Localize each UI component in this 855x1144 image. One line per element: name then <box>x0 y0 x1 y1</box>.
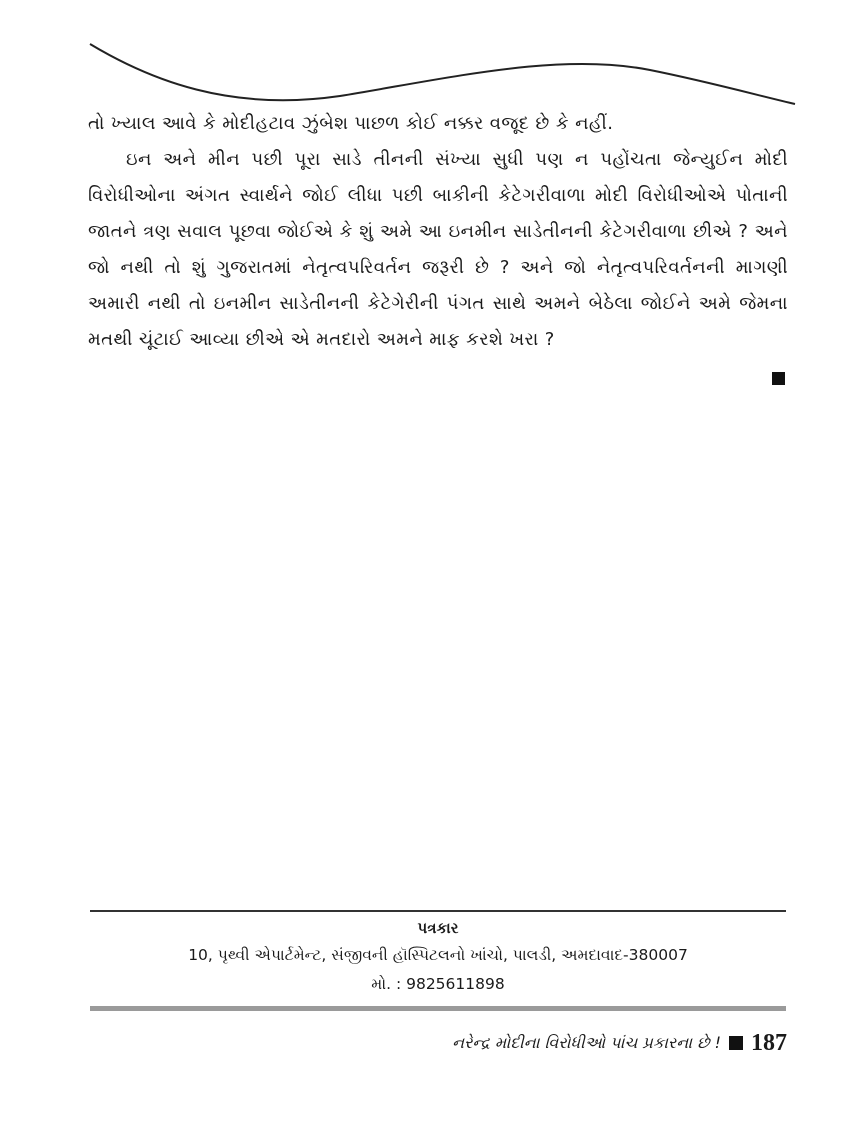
footer-bottom-rule <box>90 1006 786 1011</box>
paragraph-main: ઇન અને મીન પછી પૂરા સાડે તીનની સંખ્યા સુધી પણ ન પહોંચતા જેન્યુઈન મોદી વિરોધીઓના અંગત સ્વાર્થને જોઈ લીધા પછી બાકીની કેટેગરીવાળા મોદી વિરોધીઓએ પોતાની જાતને ત્રણ સવાલ પૂછવા જોઈએ કે શું અમે આ ઇનમીન સાડેતીનની કેટેગરીવાળા છીએ ? અને જો નથી તો શું ગુજરાતમાં નેતૃત્વપરિવર્તન જરૂરી છે ? અને જો નેતૃત્વપરિવર્તનની માગણી અમારી નથી તો ઇનમીન સાડેતીનની કેટેગેરીની પંગત સાથે અમને બેઠેલા જોઈને અમે જેમના મતથી ચૂંટાઈ આવ્યા છીએ એ મતદારો અમને માફ કરશે ખરા ? <box>88 149 788 350</box>
footer-top-rule <box>90 910 786 912</box>
running-footer-title: નરેન્દ્ર મોદીના વિરોધીઓ પાંચ પ્રકારના છે ! <box>452 1033 721 1052</box>
decorative-top-curve <box>0 0 855 120</box>
page-number: 187 <box>751 1029 787 1056</box>
author-address: 10, પૃથ્વી એપાર્ટમેન્ટ, સંજીવની હૉસ્પિટલનો ખાંચો, પાલડી, અમદાવાદ-380007 <box>188 946 688 964</box>
page-number-square-icon <box>729 1036 743 1050</box>
running-footer <box>452 1028 787 1058</box>
author-role: પત્રકાર <box>417 919 459 937</box>
author-phone: મો. : 9825611898 <box>371 975 505 993</box>
article-body <box>88 106 788 358</box>
article-end-square-icon <box>772 372 785 385</box>
author-info <box>90 914 786 998</box>
paragraph-continuation: તો ખ્યાલ આવે કે મોદીહટાવ ઝુંબેશ પાછળ કોઈ નક્કર વજૂદ છે કે નહીં. <box>88 113 614 134</box>
